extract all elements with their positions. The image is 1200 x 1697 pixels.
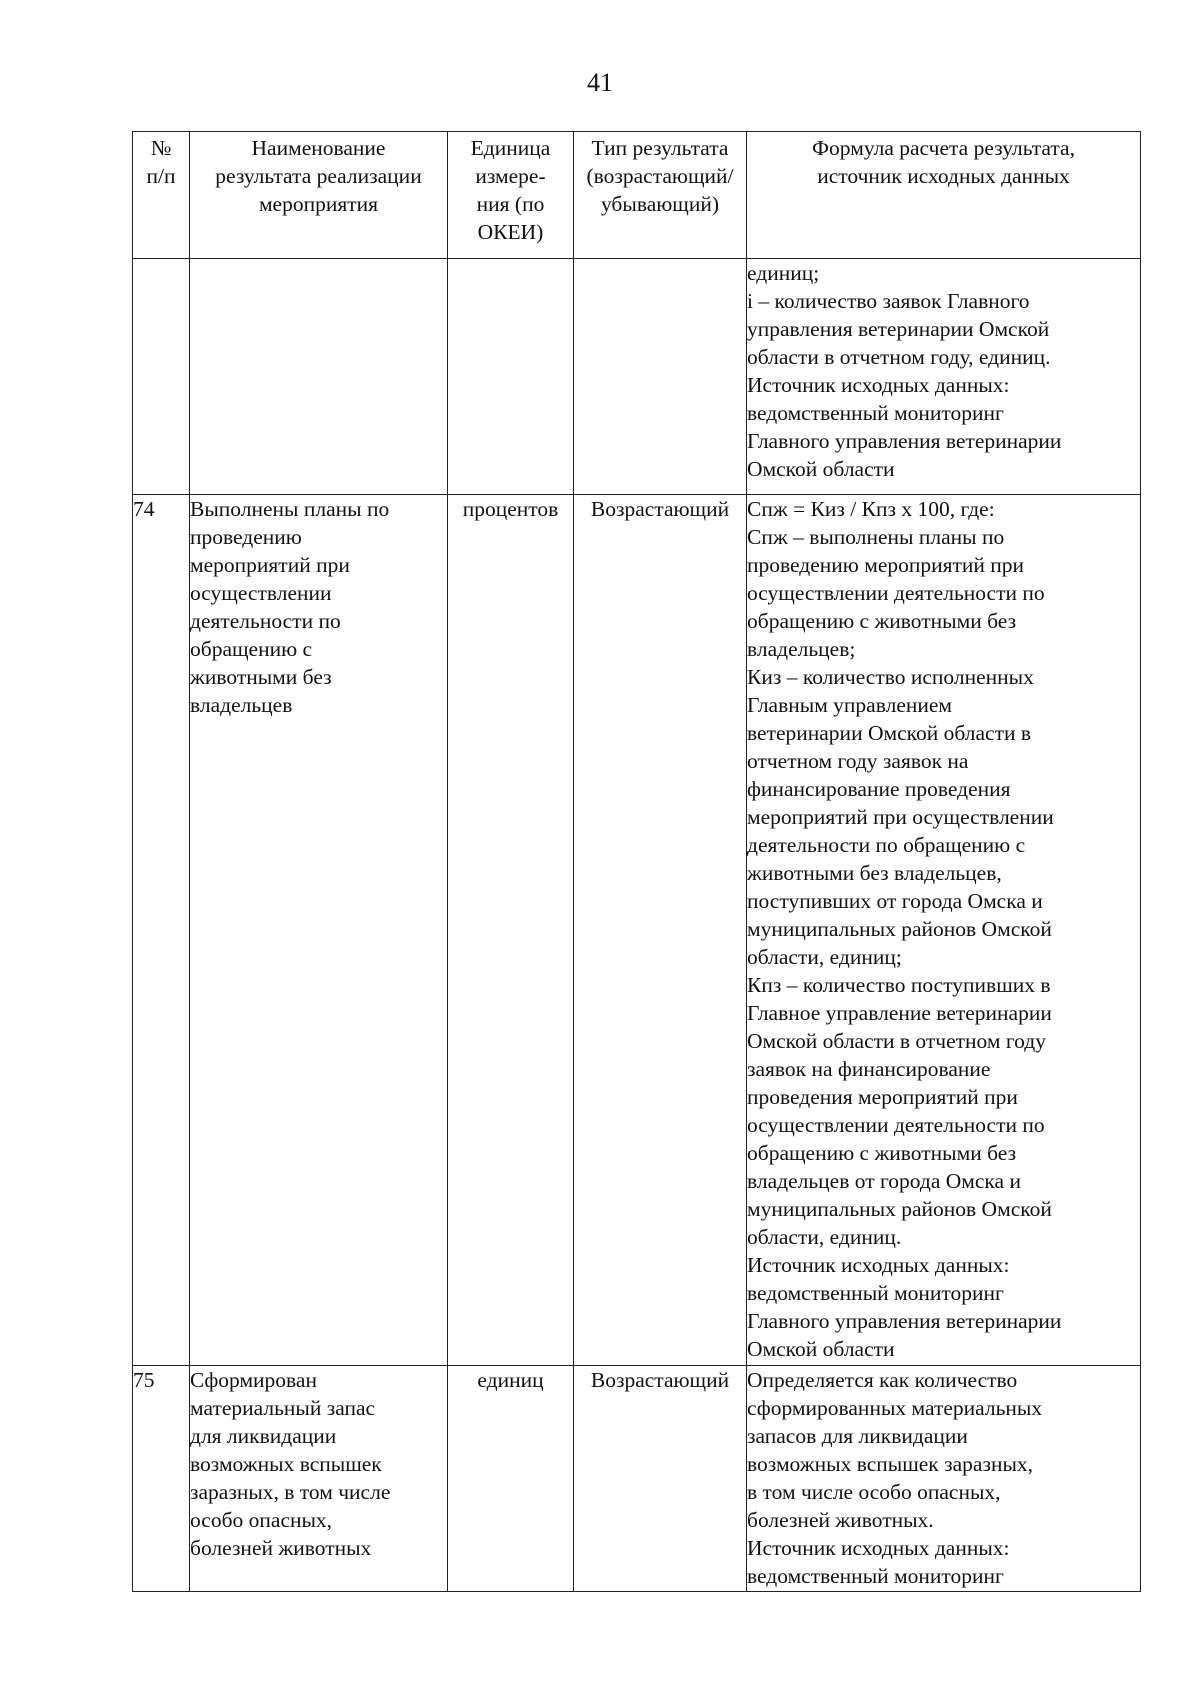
text-line: мероприятий при осуществлении: [747, 805, 1054, 829]
row-result-type: [574, 259, 747, 495]
text-line: осуществлении деятельности по: [747, 1113, 1045, 1137]
text-line: области, единиц.: [747, 1225, 902, 1249]
text-line: проведения мероприятий при: [747, 1085, 1018, 1109]
row-number: 75: [133, 1366, 190, 1592]
text-line: Формула расчета результата,: [812, 136, 1075, 160]
text-line: Источник исходных данных:: [747, 1536, 1010, 1560]
text-line: обращению с животными без: [747, 609, 1017, 633]
text-line: болезней животных.: [747, 1508, 934, 1532]
row-formula: [747, 259, 1141, 495]
header-unit: [448, 132, 574, 259]
text-line: Тип результата: [591, 136, 729, 160]
text-line: ведомственный мониторинг: [747, 1281, 1004, 1305]
text-line: Определяется как количество: [747, 1368, 1018, 1392]
text-line: заразных, в том числе: [190, 1480, 391, 1504]
text-line: убывающий): [600, 192, 720, 216]
row-result-type: Возрастающий: [574, 495, 747, 1366]
text-line: осуществлении: [190, 581, 332, 605]
text-line: животными без: [190, 665, 332, 689]
text-line: обращению с: [190, 637, 313, 661]
text-line: Киз – количество исполненных: [747, 665, 1034, 689]
text-line: владельцев: [190, 693, 293, 717]
text-line: Главного управления ветеринарии: [747, 1309, 1062, 1333]
text-line: Главного управления ветеринарии: [747, 429, 1062, 453]
text-line: источник исходных данных: [817, 164, 1070, 188]
text-line: п/п: [146, 164, 176, 188]
header-number: [133, 132, 190, 259]
text-line: обращению с животными без: [747, 1141, 1017, 1165]
row-unit: единиц: [448, 1366, 574, 1592]
text-line: отчетном году заявок на: [747, 749, 969, 773]
text-line: болезней животных: [190, 1536, 372, 1560]
text-line: Омской области: [747, 457, 895, 481]
table-row: [133, 259, 1141, 495]
table-row: [133, 1366, 1141, 1592]
text-line: материальный запас: [190, 1396, 376, 1420]
header-formula: [747, 132, 1141, 259]
row-number: 74: [133, 495, 190, 1366]
header-result-type: [574, 132, 747, 259]
text-line: единиц;: [747, 261, 820, 285]
text-line: Источник исходных данных:: [747, 373, 1010, 397]
text-line: результата реализации: [215, 164, 422, 188]
header-result-name: [190, 132, 448, 259]
text-line: №: [150, 136, 172, 160]
text-line: в том числе особо опасных,: [747, 1480, 1001, 1504]
text-line: ведомственный мониторинг: [747, 1564, 1004, 1588]
text-line: Омской области: [747, 1337, 895, 1361]
text-line: Главное управление ветеринарии: [747, 1001, 1052, 1025]
text-line: Наименование: [251, 136, 386, 160]
text-line: возможных вспышек: [190, 1452, 382, 1476]
row-unit: [448, 259, 574, 495]
text-line: Спж = Киз / Кпз х 100, где:: [747, 497, 995, 521]
page-number: 41: [587, 68, 613, 97]
text-line: для ликвидации: [190, 1424, 337, 1448]
text-line: проведению: [190, 525, 302, 549]
text-line: мероприятия: [258, 192, 379, 216]
text-line: Сформирован: [190, 1368, 317, 1392]
text-line: Выполнены планы по: [190, 497, 390, 521]
text-line: сформированных материальных: [747, 1396, 1043, 1420]
table-header-row: [133, 132, 1141, 259]
row-formula: [747, 495, 1141, 1366]
text-line: заявок на финансирование: [747, 1057, 991, 1081]
text-line: управления ветеринарии Омской: [747, 317, 1050, 341]
row-unit: процентов: [448, 495, 574, 1366]
row-result-type: Возрастающий: [574, 1366, 747, 1592]
text-line: области, единиц;: [747, 945, 902, 969]
text-line: i – количество заявок Главного: [747, 289, 1030, 313]
text-line: проведению мероприятий при: [747, 553, 1025, 577]
text-line: деятельности по: [190, 609, 341, 633]
text-line: владельцев от города Омска и: [747, 1169, 1021, 1193]
text-line: Единица: [470, 136, 551, 160]
row-result-name: [190, 1366, 448, 1592]
row-result-name: [190, 495, 448, 1366]
table-row: [133, 495, 1141, 1366]
text-line: ния (по: [476, 192, 545, 216]
text-line: владельцев;: [747, 637, 856, 661]
text-line: финансирование проведения: [747, 777, 1011, 801]
text-line: ветеринарии Омской области в: [747, 721, 1032, 745]
text-line: Спж – выполнены планы по: [747, 525, 1005, 549]
text-line: Омской области в отчетном году: [747, 1029, 1046, 1053]
text-line: мероприятий при: [190, 553, 350, 577]
text-line: муниципальных районов Омской: [747, 917, 1052, 941]
text-line: деятельности по обращению с: [747, 833, 1026, 857]
row-number: [133, 259, 190, 495]
text-line: ОКЕИ): [477, 220, 544, 244]
text-line: муниципальных районов Омской: [747, 1197, 1052, 1221]
text-line: (возрастающий/: [586, 164, 734, 188]
text-line: Кпз – количество поступивших в: [747, 973, 1051, 997]
text-line: животными без владельцев,: [747, 861, 1002, 885]
text-line: области в отчетном году, единиц.: [747, 345, 1051, 369]
row-result-name: [190, 259, 448, 495]
text-line: Главным управлением: [747, 693, 953, 717]
text-line: особо опасных,: [190, 1508, 333, 1532]
text-line: Источник исходных данных:: [747, 1253, 1010, 1277]
text-line: возможных вспышек заразных,: [747, 1452, 1034, 1476]
text-line: запасов для ликвидации: [747, 1424, 968, 1448]
text-line: измере-: [475, 164, 546, 188]
text-line: осуществлении деятельности по: [747, 581, 1045, 605]
text-line: ведомственный мониторинг: [747, 401, 1004, 425]
text-line: поступивших от города Омска и: [747, 889, 1043, 913]
results-table: [132, 131, 1141, 1592]
row-formula: [747, 1366, 1141, 1592]
